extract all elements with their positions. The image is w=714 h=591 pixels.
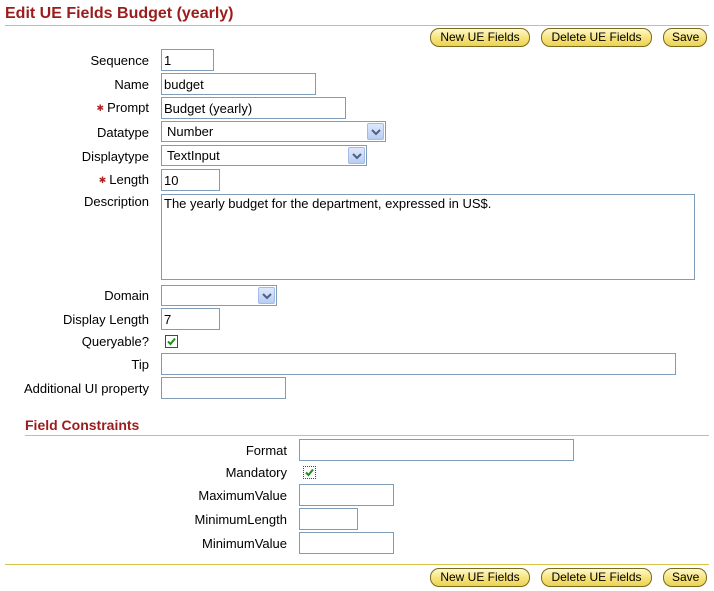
additional-ui-property-label: Additional UI property	[23, 381, 149, 396]
new-ue-fields-button[interactable]: New UE Fields	[430, 28, 530, 47]
page-title: Edit UE Fields Budget (yearly)	[5, 5, 234, 22]
sequence-label: Sequence	[90, 53, 149, 68]
display-length-input[interactable]	[161, 308, 220, 330]
checkmark-icon	[167, 337, 176, 346]
length-label	[99, 172, 149, 187]
chevron-down-icon[interactable]	[258, 287, 275, 304]
delete-ue-fields-button[interactable]: Delete UE Fields	[541, 568, 652, 587]
new-ue-fields-button[interactable]: New UE Fields	[430, 568, 530, 587]
display-length-label: Display Length	[63, 312, 149, 327]
name-label: Name	[114, 77, 149, 92]
displaytype-label: Displaytype	[81, 149, 149, 164]
length-label-text: Length	[109, 172, 149, 187]
title-divider	[5, 25, 709, 26]
delete-ue-fields-button[interactable]: Delete UE Fields	[541, 28, 652, 47]
tip-input[interactable]	[161, 353, 676, 375]
mandatory-label: Mandatory	[225, 465, 287, 480]
mandatory-checkbox[interactable]	[303, 466, 316, 479]
datatype-select[interactable]	[161, 121, 386, 142]
description-textarea[interactable]	[161, 194, 695, 280]
chevron-down-icon[interactable]	[367, 123, 384, 140]
maximum-value-input[interactable]	[299, 484, 394, 506]
format-input[interactable]	[299, 439, 574, 461]
displaytype-select[interactable]	[161, 145, 367, 166]
datatype-selected-value: Number	[167, 124, 214, 139]
minimum-length-label: MinimumLength	[194, 512, 287, 527]
required-asterisk-icon: ✱	[96, 103, 105, 113]
minimum-length-input[interactable]	[299, 508, 358, 530]
checkmark-icon	[305, 468, 314, 477]
additional-ui-property-input[interactable]	[161, 377, 286, 399]
queryable-checkbox[interactable]	[165, 335, 178, 348]
displaytype-selected-value: TextInput	[167, 148, 220, 163]
tip-label: Tip	[131, 357, 149, 372]
chevron-down-icon[interactable]	[348, 147, 365, 164]
length-input[interactable]	[161, 169, 220, 191]
save-button[interactable]: Save	[663, 28, 707, 47]
datatype-label: Datatype	[96, 125, 149, 140]
prompt-input[interactable]	[161, 97, 346, 119]
description-label: Description	[83, 194, 149, 209]
domain-select[interactable]	[161, 285, 277, 306]
format-label: Format	[245, 443, 287, 458]
bottom-divider	[5, 564, 709, 565]
required-asterisk-icon: ✱	[98, 175, 107, 185]
field-constraints-title: Field Constraints	[25, 417, 140, 433]
minimum-value-input[interactable]	[299, 532, 394, 554]
minimum-value-label: MinimumValue	[201, 536, 287, 551]
domain-label: Domain	[104, 288, 149, 303]
constraints-divider	[25, 435, 709, 436]
prompt-label	[97, 100, 149, 115]
prompt-label-text: Prompt	[107, 100, 149, 115]
sequence-input[interactable]	[161, 49, 214, 71]
maximum-value-label: MaximumValue	[198, 488, 287, 503]
name-input[interactable]	[161, 73, 316, 95]
save-button[interactable]: Save	[663, 568, 707, 587]
queryable-label: Queryable?	[81, 334, 149, 349]
